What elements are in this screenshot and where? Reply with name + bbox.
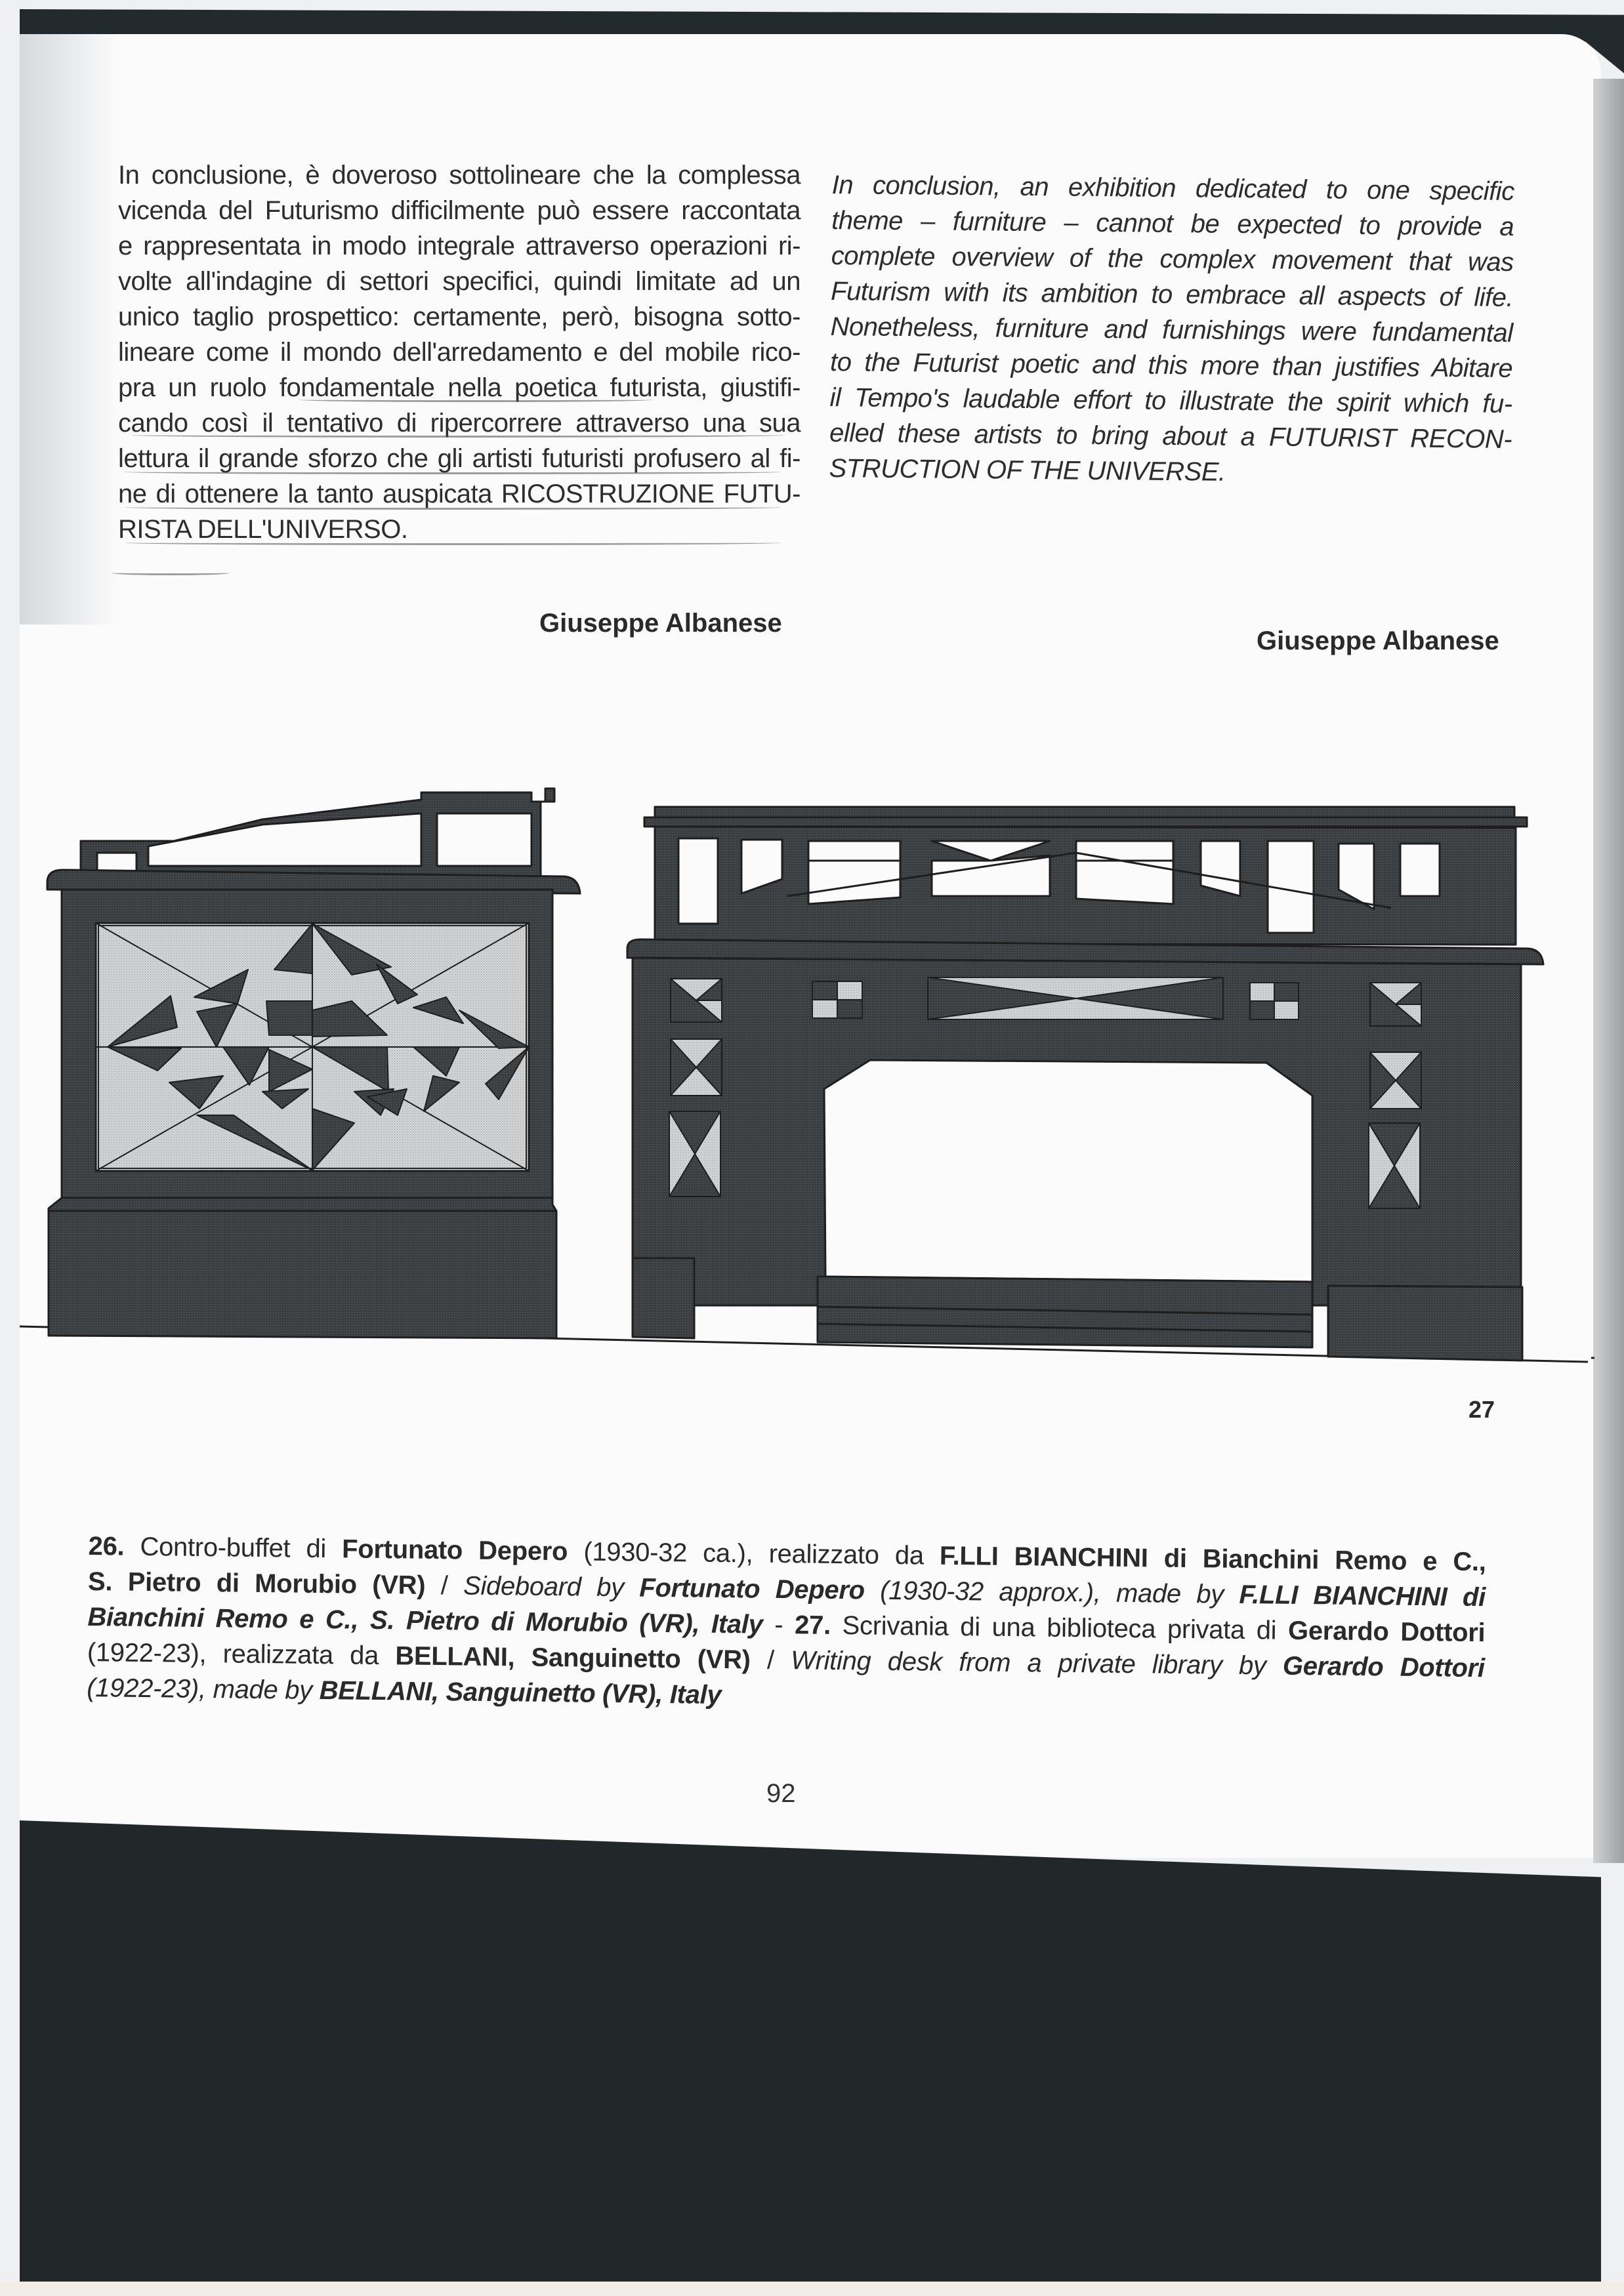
- caption-maker: F.LLI BIANCHINI di Bianchini Remo e C.,: [939, 1541, 1486, 1577]
- caption-text: (1922-23), realizzata da: [87, 1637, 379, 1671]
- caption-artist: Gerardo Dottori: [1287, 1616, 1486, 1648]
- caption-artist: Fortunato Depero: [639, 1573, 865, 1605]
- caption-text: (1922-23), made by: [86, 1673, 313, 1705]
- text-line: e rappresentata in modo integrale attraverso operazioni ri-: [118, 232, 801, 260]
- text-line: cando così il tentativo di ripercorrere attraverso una sua: [118, 409, 801, 438]
- pencil-underline: [125, 505, 781, 510]
- halftone-gutter-shade: [20, 34, 118, 625]
- text-line: In conclusion, an exhibition dedicated to one specific: [831, 170, 1514, 206]
- text-line: Futurism with its ambition to embrace all aspects of life.: [830, 276, 1514, 312]
- text-line: to the Futurist poetic and this more than justifies Abitare: [829, 347, 1513, 383]
- furniture-drawings-figure: [26, 794, 1594, 1384]
- caption-maker: Bianchini Remo e C., S. Pietro di Morubio (VR), Italy: [87, 1602, 763, 1639]
- caption-maker: F.LLI BIANCHINI di: [1239, 1580, 1486, 1612]
- caption-text: (1930-32 ca.), realizzato da: [583, 1537, 925, 1570]
- scan-bottom-shadow: [20, 1820, 1601, 2293]
- caption-text: Scrivania di una biblioteca privata di: [842, 1611, 1277, 1645]
- caption-maker: BELLANI, Sanguinetto (VR): [395, 1641, 751, 1675]
- author-signature-italian: Giuseppe Albanese: [539, 609, 782, 638]
- caption-text: Contro-buffet di: [140, 1532, 327, 1564]
- caption-artist: Gerardo Dottori: [1282, 1651, 1485, 1683]
- figure-caption: [87, 1528, 1486, 1721]
- text-line: pra un ruolo fondamentale nella poetica futurista, giustifi-: [118, 373, 801, 402]
- writing-desk-drawing: [643, 806, 1558, 824]
- page-edge: [1593, 79, 1624, 1863]
- text-line: volte all'indagine di settori specifici, quindi limitate ad un: [118, 267, 801, 296]
- figure-number: 27: [1468, 1396, 1495, 1423]
- caption-place: S. Pietro di Morubio (VR): [87, 1567, 426, 1600]
- pencil-underline: [125, 470, 781, 474]
- text-line: vicenda del Futurismo difficilmente può essere raccontata: [118, 196, 801, 225]
- caption-figure-number: 27.: [794, 1610, 831, 1640]
- ground-line: [26, 1326, 1594, 1358]
- text-line: RISTA DELL'UNIVERSO.: [118, 515, 408, 544]
- text-line: unico taglio prospettico: certamente, però, bisogna sotto-: [118, 302, 801, 331]
- caption-artist: Fortunato Depero: [341, 1534, 568, 1567]
- caption-text: Sideboard by: [463, 1571, 625, 1603]
- pencil-underline: [299, 398, 653, 402]
- text-line: In conclusione, è doveroso sottolineare che la complessa: [118, 161, 801, 190]
- english-text-column: [829, 167, 1514, 493]
- scan-bottom-margin: [0, 2282, 1624, 2296]
- italian-text-column: [118, 157, 801, 547]
- text-line: STRUCTION OF THE UNIVERSE.: [829, 453, 1226, 487]
- caption-text: Writing desk from a private library by: [790, 1646, 1266, 1681]
- text-line: Nonetheless, furniture and furnishings were fundamental: [830, 312, 1513, 348]
- sideboard-inlay-panel: [58, 893, 307, 1065]
- text-line: complete overview of the complex movement that was: [831, 241, 1514, 277]
- text-line: elled these artists to bring about a FUTURIST RECON-: [829, 418, 1512, 454]
- text-line: ne di ottenere la tanto auspicata RICOSTRUZIONE FUTU-: [118, 480, 801, 508]
- pencil-underline: [112, 571, 230, 575]
- caption-text: (1930-32 approx.), made by: [879, 1576, 1224, 1609]
- text-line: lineare come il mondo dell'arredamento e del mobile rico-: [118, 338, 801, 367]
- page-number: 92: [766, 1779, 796, 1808]
- caption-separator: /: [766, 1645, 775, 1675]
- text-line: lettura il grande sforzo che gli artisti futuristi profusero al fi-: [118, 444, 801, 473]
- text-line: il Tempo's laudable effort to illustrate the spirit which fu-: [829, 382, 1512, 419]
- author-signature-english: Giuseppe Albanese: [1257, 626, 1499, 655]
- caption-figure-number: 26.: [88, 1531, 125, 1561]
- pencil-underline: [131, 433, 784, 438]
- caption-maker: BELLANI, Sanguinetto (VR), Italy: [319, 1676, 722, 1710]
- sideboard-drawing: [37, 795, 308, 1260]
- caption-separator: -: [774, 1610, 783, 1640]
- pencil-underline: [125, 541, 781, 545]
- caption-separator: /: [440, 1571, 448, 1601]
- text-line: theme – furniture – cannot be expected to provide a: [831, 205, 1514, 241]
